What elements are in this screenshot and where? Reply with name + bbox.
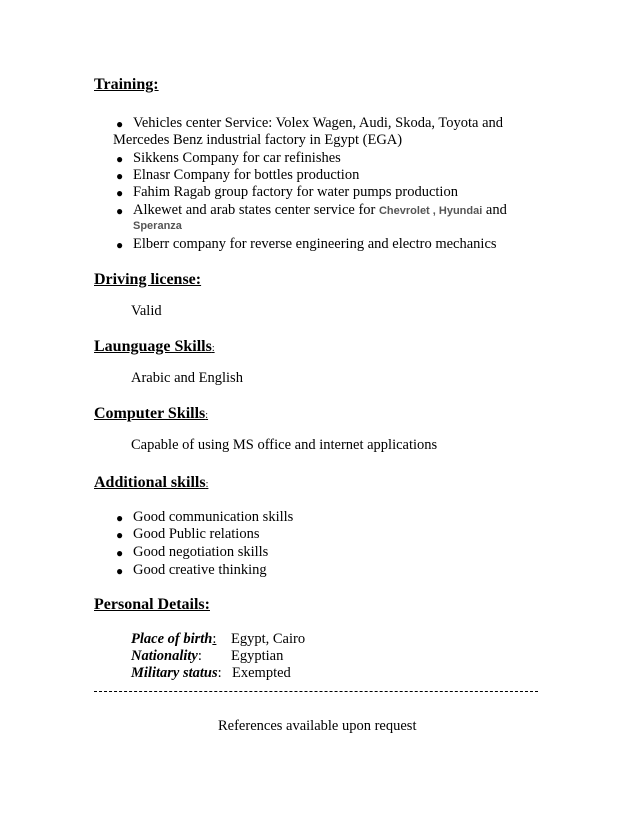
additional-skill-item: Good communication skills bbox=[133, 509, 294, 525]
place-of-birth-label bbox=[131, 631, 216, 648]
language-skills-title: Launguage Skills bbox=[94, 338, 212, 355]
bullet-icon: ● bbox=[116, 204, 124, 218]
bullet-icon: ● bbox=[116, 169, 124, 183]
place-of-birth-value: Egypt, Cairo bbox=[231, 631, 306, 647]
military-status-value: Exempted bbox=[232, 665, 291, 681]
military-status-colon: : bbox=[217, 665, 222, 681]
bullet-icon: ● bbox=[116, 528, 124, 542]
brand-name-speranza: Speranza bbox=[133, 220, 182, 232]
training-item: Vehicles center Service: Volex Wagen, Audi, Skoda, Toyota and bbox=[133, 115, 504, 131]
additional-skill-item: Good Public relations bbox=[133, 526, 260, 542]
bullet-icon: ● bbox=[116, 152, 124, 166]
heading-colon: : bbox=[205, 479, 209, 490]
references-note: References available upon request bbox=[218, 718, 417, 734]
nationality-value: Egyptian bbox=[231, 648, 284, 664]
additional-skills-title: Additional skills bbox=[94, 474, 206, 491]
driving-license-value: Valid bbox=[131, 303, 162, 319]
driving-license-heading: Driving license: bbox=[94, 271, 202, 288]
place-of-birth-colon: : bbox=[212, 631, 217, 647]
bullet-icon: ● bbox=[116, 564, 124, 578]
bullet-icon: ● bbox=[116, 546, 124, 560]
bullet-icon: ● bbox=[116, 117, 124, 131]
nationality-colon: : bbox=[197, 648, 202, 664]
military-status-label-text: Military status bbox=[131, 665, 218, 681]
brand-names: Chevrolet , Hyundai bbox=[378, 205, 483, 217]
language-skills-value: Arabic and English bbox=[131, 370, 243, 386]
nationality-label bbox=[131, 648, 202, 665]
training-item: Elberr company for reverse engineering and electro mechanics bbox=[133, 236, 497, 252]
language-skills-heading bbox=[94, 338, 215, 356]
place-of-birth-label-text: Place of birth bbox=[131, 631, 213, 647]
additional-skill-item: Good negotiation skills bbox=[133, 544, 269, 560]
training-item-text-and: and bbox=[485, 202, 507, 218]
bullet-icon: ● bbox=[116, 238, 124, 252]
additional-skill-item: Good creative thinking bbox=[133, 562, 267, 578]
training-item: Elnasr Company for bottles production bbox=[133, 167, 360, 183]
computer-skills-heading bbox=[94, 405, 208, 423]
training-item-continuation: Mercedes Benz industrial factory in Egypt (EGA) bbox=[113, 132, 403, 148]
heading-colon: : bbox=[211, 343, 215, 354]
training-item-text: Alkewet and arab states center service for bbox=[133, 202, 376, 218]
training-item: Sikkens Company for car refinishes bbox=[133, 150, 341, 166]
personal-details-heading: Personal Details: bbox=[94, 596, 210, 613]
military-status-label bbox=[131, 665, 222, 682]
training-item bbox=[133, 202, 507, 219]
dashed-divider bbox=[94, 691, 538, 692]
training-item: Fahim Ragab group factory for water pumps production bbox=[133, 184, 458, 200]
computer-skills-value: Capable of using MS office and internet applications bbox=[131, 437, 438, 453]
computer-skills-title: Computer Skills bbox=[94, 405, 206, 422]
heading-colon: : bbox=[205, 410, 209, 421]
additional-skills-heading bbox=[94, 474, 208, 492]
nationality-label-text: Nationality bbox=[131, 648, 198, 664]
bullet-icon: ● bbox=[116, 511, 124, 525]
training-heading: Training: bbox=[94, 76, 159, 93]
bullet-icon: ● bbox=[116, 186, 124, 200]
